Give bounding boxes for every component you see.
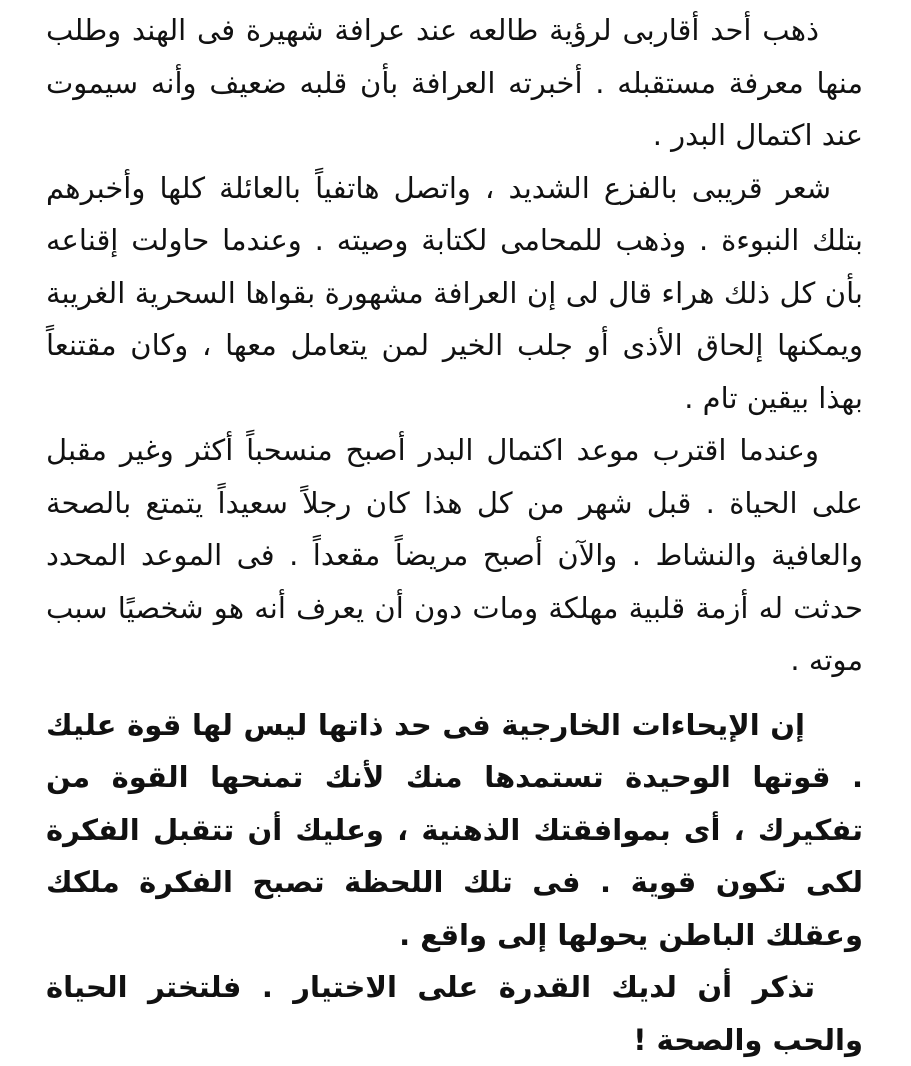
paragraph-suggestions-lesson: إن الإيحاءات الخارجية فى حد ذاتها ليس لها قوة عليك . قوتها الوحيدة تستمدها منك لأنك تمنحها القوة من تفكيرك ، أى بموافقتك الذهنية ، وعليك أن تتقبل الفكرة لكى تكون قوية . فى تلك اللحظة تصبح الفكرة ملكك وعقلك الباطن يحولها إلى واقع . bbox=[46, 707, 863, 952]
paragraph-prophecy: ذهب أحد أقاربى لرؤية طالعه عند عرافة شهيرة فى الهند وطلب منها معرفة مستقبله . أخبرته العرافة بأن قلبه ضعيف وأنه سيموت عند اكتمال البدر . bbox=[46, 13, 863, 152]
paragraph-choice-conclusion: تذكر أن لديك القدرة على الاختيار . فلتختر الحياة والحب والصحة ! bbox=[46, 970, 863, 1057]
paragraph-fear-and-will: شعر قريبى بالفزع الشديد ، واتصل هاتفياً بالعائلة كلها وأخبرهم بتلك النبوءة . وذهب للمحامى لكتابة وصيته . وعندما حاولت إقناعه بأن كل ذلك هراء قال لى إن العرافة مشهورة بقواها السحرية الغريبة ويمكنها إلحاق الأذى أو جلب الخير لمن يتعامل معها ، وكان مقتنعاً بهذا بيقين تام . bbox=[46, 170, 863, 415]
paragraph-death: وعندما اقترب موعد اكتمال البدر أصبح منسحباً أكثر وغير مقبل على الحياة . قبل شهر من كل هذا كان رجلاً سعيداً يتمتع بالصحة والعافية والنشاط . والآن أصبح مريضاً مقعداً . فى الموعد المحدد حدثت له أزمة قلبية مهلكة ومات دون أن يعرف أنه هو شخصيًا سبب موته . bbox=[46, 433, 863, 677]
